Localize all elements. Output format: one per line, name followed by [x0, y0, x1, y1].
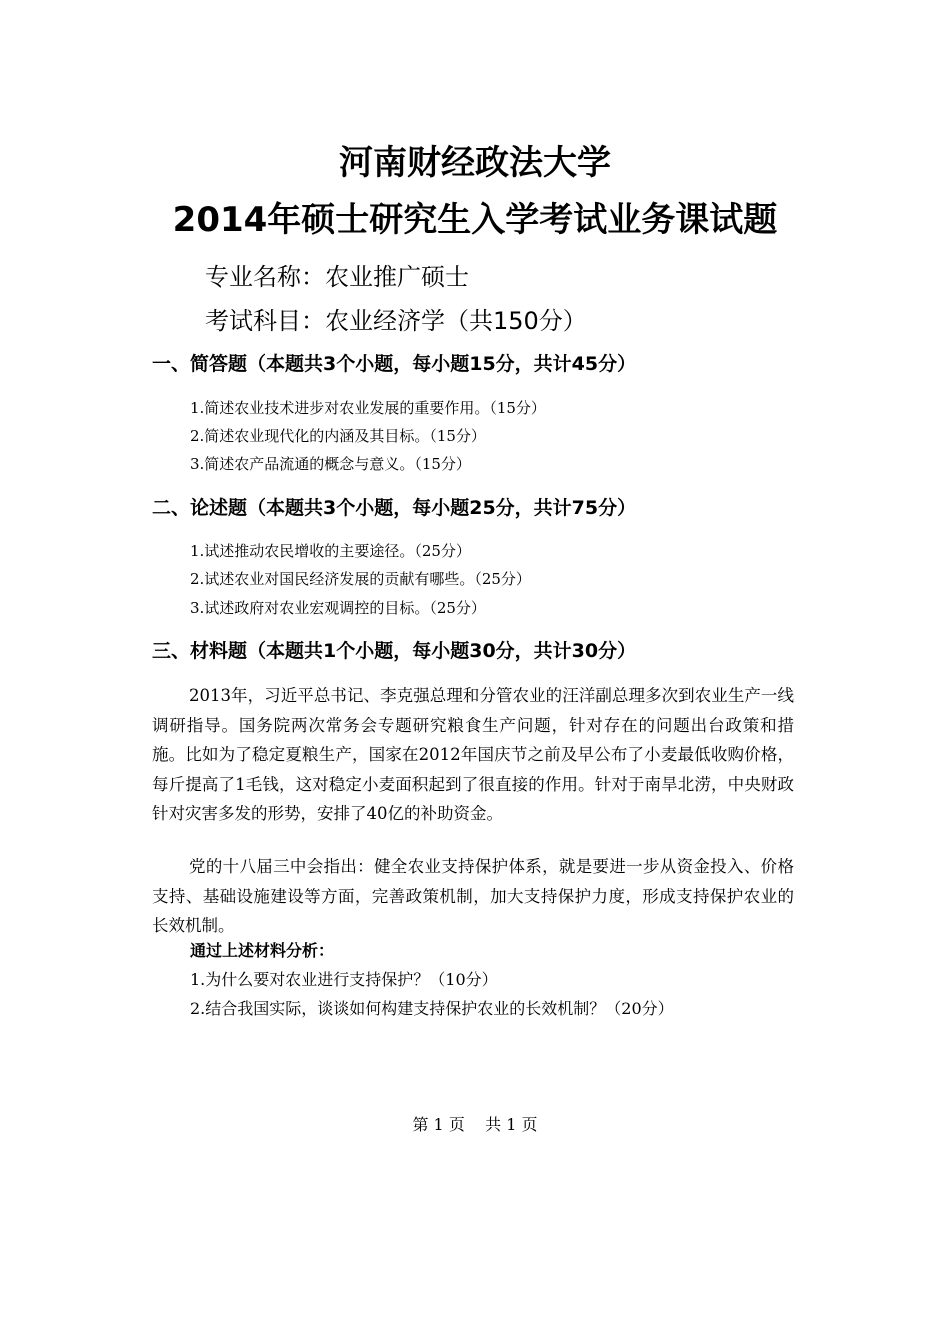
material-paragraph: 党的十八届三中会指出：健全农业支持保护体系，就是要进一步从资金投入、价格支持、基础设施建设等方面，完善政策机制，加大支持保护力度，形成支持保护农业的长效机制。	[152, 857, 794, 935]
question-item: 3.试述政府对农业宏观调控的目标。（25分）	[190, 599, 486, 617]
exam-subject: 考试科目：农业经济学（共150分）	[205, 307, 587, 335]
analysis-label: 通过上述材料分析：	[190, 941, 335, 960]
university-title: 河南财经政法大学	[339, 143, 611, 183]
question-item: 2.试述农业对国民经济发展的贡献有哪些。（25分）	[190, 570, 531, 588]
page-number: 第 1 页 共 1 页	[412, 1115, 538, 1134]
section-heading-essay: 二、论述题（本题共3个小题，每小题25分，共计75分）	[152, 497, 637, 519]
question-item: 1.试述推动农民增收的主要途径。（25分）	[190, 542, 471, 560]
material-paragraph: 2013年，习近平总书记、李克强总理和分管农业的汪洋副总理多次到农业生产一线调研指导。国务院两次常务会专题研究粮食生产问题，针对存在的问题出台政策和措施。比如为了稳定夏粮生产，国家在2012年国庆节之前及早公布了小麦最低收购价格，每斤提高了1毛钱，这对稳定小麦面积起到了很直接的作用。针对于南旱北涝，中央财政针对灾害多发的形势，安排了40亿的补助资金。	[152, 686, 794, 823]
question-item: 1.简述农业技术进步对农业发展的重要作用。（15分）	[190, 399, 546, 417]
section-heading-material: 三、材料题（本题共1个小题，每小题30分，共计30分）	[152, 640, 637, 662]
exam-title: 2014年硕士研究生入学考试业务课试题	[172, 200, 778, 240]
question-item: 2.简述农业现代化的内涵及其目标。（15分）	[190, 427, 486, 445]
major-name: 专业名称：农业推广硕士	[205, 263, 469, 291]
question-item: 3.简述农产品流通的概念与意义。（15分）	[190, 455, 471, 473]
material-question: 1.为什么要对农业进行支持保护？（10分）	[190, 970, 498, 989]
section-heading-short-answer: 一、简答题（本题共3个小题，每小题15分，共计45分）	[152, 353, 637, 375]
material-question: 2.结合我国实际，谈谈如何构建支持保护农业的长效机制？（20分）	[190, 999, 674, 1018]
